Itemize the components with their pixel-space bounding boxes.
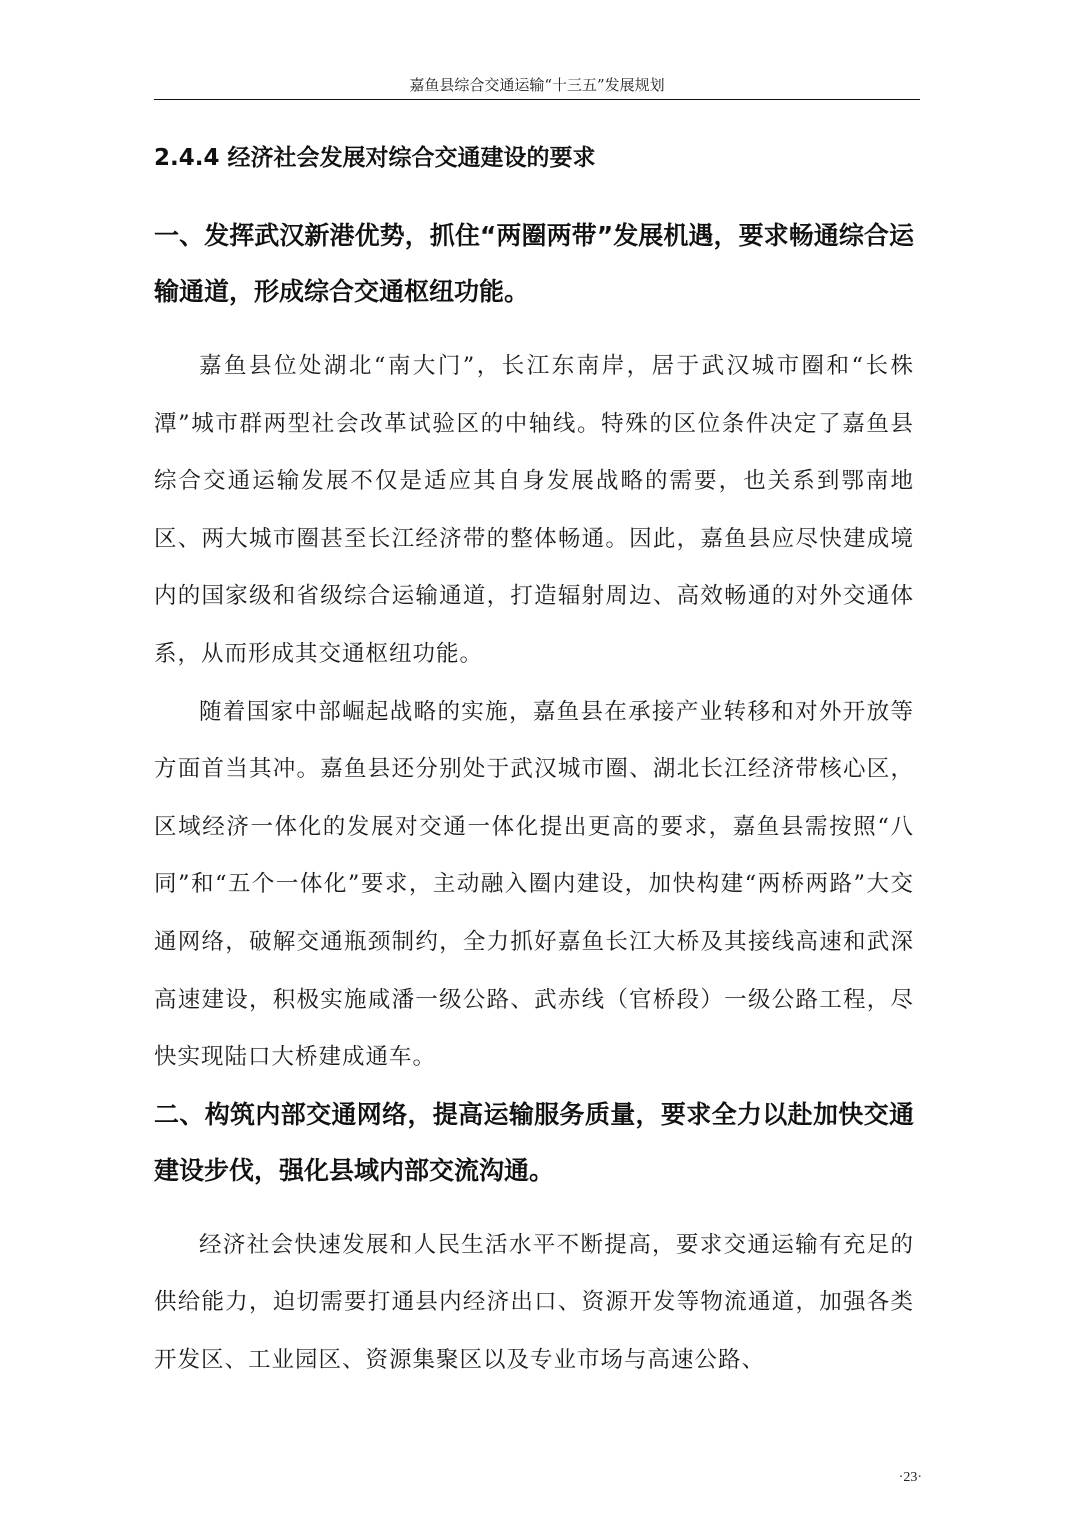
page-content [154, 138, 914, 1390]
page-number: ·23· [898, 1470, 922, 1485]
paragraph-1: 嘉鱼县位处湖北“南大门”，长江东南岸，居于武汉城市圈和“长株潭”城市群两型社会改革试验区的中轴线。特殊的区位条件决定了嘉鱼县综合交通运输发展不仅是适应其自身发展战略的需要，也关系到鄂南地区、两大城市圈甚至长江经济带的整体畅通。因此，嘉鱼县应尽快建成境内的国家级和省级综合运输通道，打造辐射周边、高效畅通的对外交通体系，从而形成其交通枢纽功能。 [154, 353, 914, 667]
subheading-2: 二、构筑内部交通网络，提高运输服务质量，要求全力以赴加快交通建设步伐，强化县域内部交流沟通。 [154, 1099, 914, 1185]
paragraph-3: 经济社会快速发展和人民生活水平不断提高，要求交通运输有充足的供给能力，迫切需要打通县内经济出口、资源开发等物流通道，加强各类开发区、工业园区、资源集聚区以及专业市场与高速公路、 [154, 1231, 914, 1373]
subheading-1: 一、发挥武汉新港优势，抓住“两圈两带”发展机遇，要求畅通综合运输通道，形成综合交通枢纽功能。 [154, 221, 914, 306]
paragraph-2: 随着国家中部崛起战略的实施，嘉鱼县在承接产业转移和对外开放等方面首当其冲。嘉鱼县还分别处于武汉城市圈、湖北长江经济带核心区，区域经济一体化的发展对交通一体化提出更高的要求，嘉鱼县需按照“八同”和“五个一体化”要求，主动融入圈内建设，加快构建“两桥两路”大交通网络，破解交通瓶颈制约，全力抓好嘉鱼长江大桥及其接线高速和武深高速建设，积极实施咸潘一级公路、武赤线（官桥段）一级公路工程，尽快实现陆口大桥建成通车。 [154, 698, 914, 1071]
running-header: 嘉鱼县综合交通运输“十三五”发展规划 [409, 76, 665, 94]
section-title: 2.4.4 经济社会发展对综合交通建设的要求 [154, 145, 596, 171]
header-rule [154, 99, 920, 100]
